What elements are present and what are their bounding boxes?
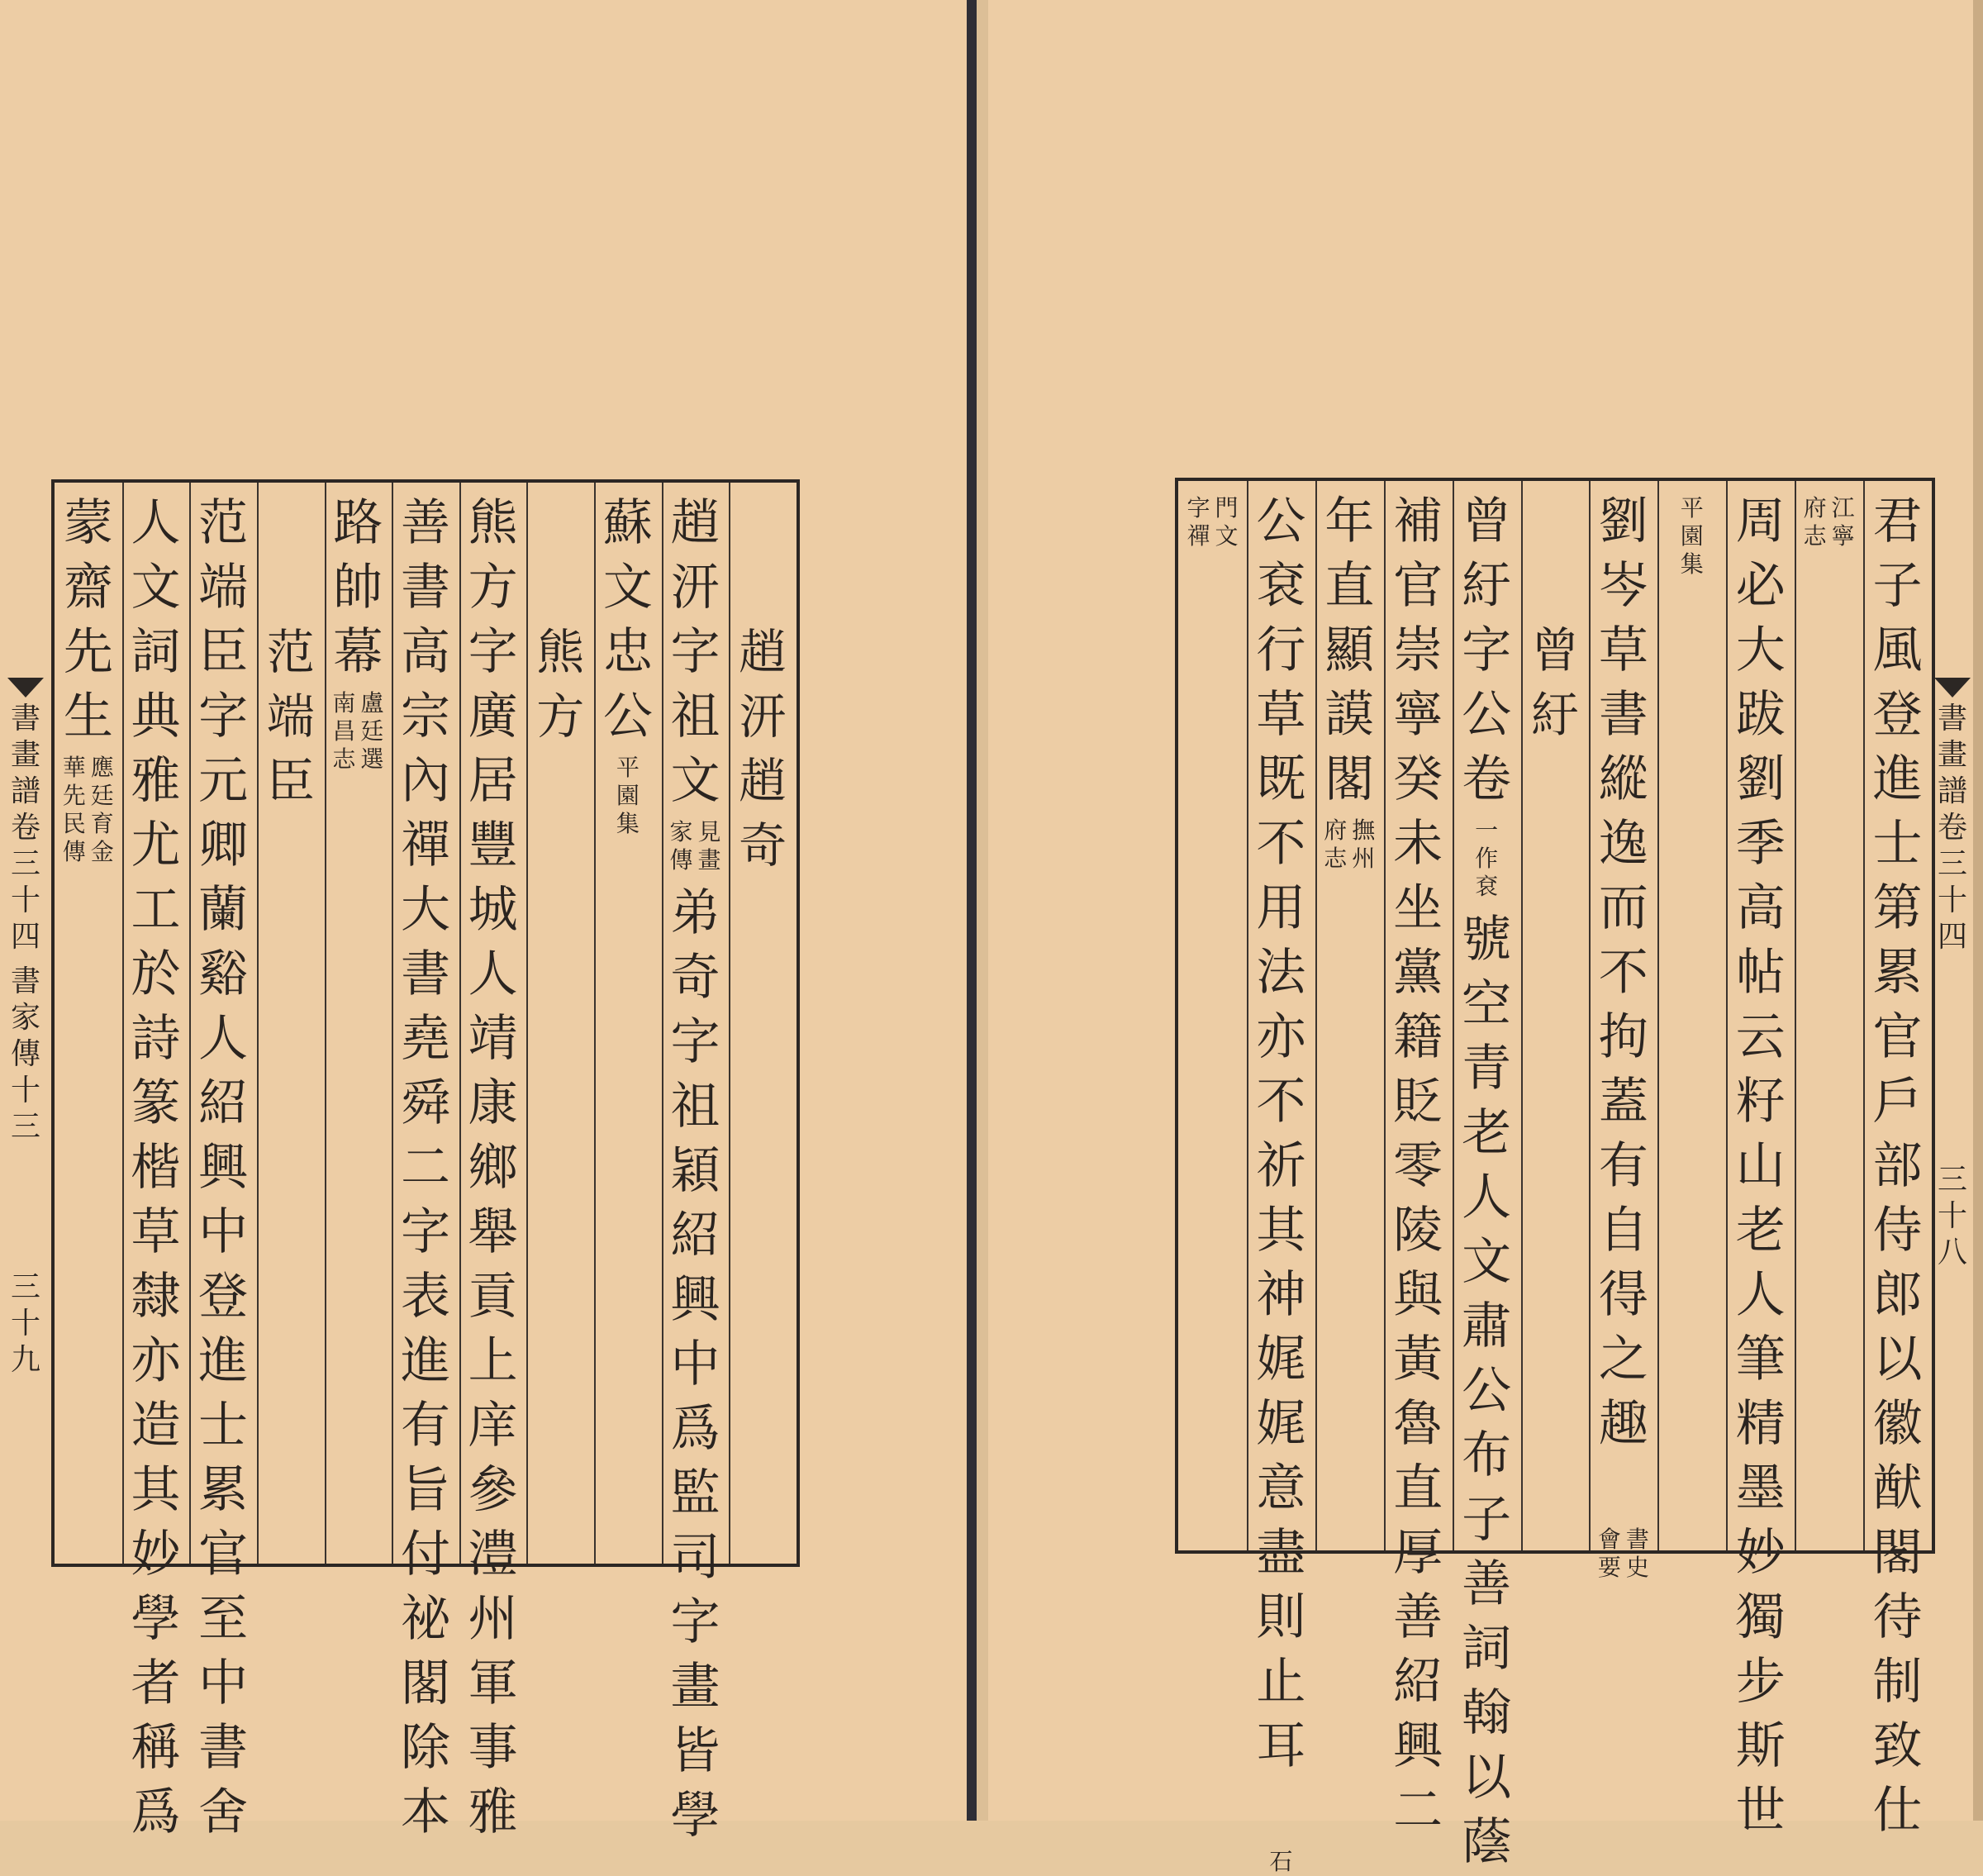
left-fore-edge [5,678,46,1620]
column-text: 路 帥 幕 [333,494,383,681]
column-rule [189,483,191,1564]
annotation-note: 應 廷 育 金 [90,754,114,865]
annotation-note: 平 園 集 [1680,494,1704,578]
fore-edge-fishtail-icon [1934,678,1971,698]
column-rule [1795,481,1796,1550]
annotation-note: 撫 州 [1352,817,1376,872]
book-gutter-shadow [967,0,977,1821]
annotation-note: 盧 廷 選 [360,689,384,773]
annotation-note: 見 畫 [697,818,721,874]
column-text: 曾 紆 [1530,622,1579,743]
column-rule [1589,481,1591,1550]
leaf-number: 三 十 九 [10,1270,40,1377]
fore-edge-title: 書 畫 譜 卷 三 十 四 [1937,702,1967,954]
column-rule [122,483,124,1564]
book-gutter [977,0,988,1821]
annotation-note: 門 文 [1215,494,1239,550]
column-rule [1315,481,1317,1550]
column-text: 熊 方 [536,624,585,745]
column-text: 公 袞 行 草 既 不 用 法 亦 不 祈 其 神 娓 娓 意 盡 則 止 耳 [1256,493,1306,1775]
right-fore-edge [1932,678,1973,1620]
fore-edge-fishtail-icon [7,678,44,698]
column-rule [459,483,461,1564]
column-text: 范 端 臣 [266,624,315,809]
column-rule [325,483,326,1564]
right-text-frame [1175,478,1935,1875]
column-text: 號 空 青 老 人 文 肅 公 布 子 善 詞 翰 以 蔭 [1462,911,1512,1871]
annotation-note: 江 寧 [1831,494,1855,550]
column-text: 弟 奇 字 祖 穎 紹 興 中 爲 監 司 字 畫 皆 學 [670,884,720,1845]
column-rule [1657,481,1659,1550]
column-rule [1384,481,1386,1550]
column-rule [662,483,663,1564]
page-edge [1973,0,1983,1821]
column-rule [257,483,259,1564]
column-rule [392,483,393,1564]
annotation-note: 平 園 集 [616,754,640,837]
column-text: 蒙 齋 先 生 [63,494,113,745]
column-text: 年 直 顯 謨 閣 [1324,493,1375,808]
column-text: 補 官 崇 寧 癸 未 坐 黨 籍 貶 零 陵 與 黃 魯 直 厚 善 紹 興 二 [1393,493,1443,1840]
column-text: 熊 方 字 廣 居 豐 城 人 靖 康 鄉 舉 貢 上 庠 參 澧 州 軍 事 雅 [468,494,518,1841]
column-rule [1863,481,1865,1550]
annotation-note: 家 傳 [669,818,693,874]
annotation-note: 一 作 袞 [1475,817,1499,900]
annotation-note: 字 禪 [1186,494,1210,550]
column-text: 蘇 文 忠 公 [602,494,653,745]
column-rule [1247,481,1248,1550]
column-text: 趙 汧 趙 奇 [739,624,787,874]
annotation-note: 府 志 [1803,494,1827,550]
column-rule [1726,481,1728,1550]
column-rule [594,483,596,1564]
column-text: 趙 汧 字 祖 文 [670,494,720,810]
column-text: 人 文 詞 典 雅 尤 工 於 詩 篆 楷 草 隸 亦 造 其 妙 學 者 稱 爲 [131,494,181,1841]
column-text: 曾 紆 字 公 卷 [1462,493,1512,808]
column-text: 君 子 風 登 進 士 第 累 官 戶 部 侍 郎 以 徽 猷 閣 待 制 致 仕 [1872,493,1923,1840]
column-text: 范 端 臣 字 元 卿 蘭 谿 人 紹 興 中 登 進 士 累 官 至 中 書 舍 [198,494,249,1841]
column-rule [526,483,528,1564]
annotation-note: 華 先 民 傳 [62,754,86,865]
leaf-number: 三 十 八 [1937,1163,1967,1269]
annotation-note: 會 要 [1597,1526,1621,1581]
column-text: 劉 岑 草 書 縱 逸 而 不 拘 蓋 有 自 得 之 趣 [1598,493,1648,1453]
annotation-note: 南 昌 志 [332,689,356,773]
column-rule [729,483,730,1564]
annotation-note: 石 [1269,1848,1293,1875]
column-rule [1521,481,1523,1550]
column-text: 善 書 高 宗 內 禪 大 書 堯 舜 二 字 表 進 有 旨 付 祕 閣 除 本 [401,494,450,1841]
fore-edge-section: 書 家 傳 十 三 [10,964,40,1144]
column-text: 周 必 大 跋 劉 季 高 帖 云 籽 山 老 人 筆 精 墨 妙 獨 步 斯 世 [1735,493,1786,1840]
column-rule [1453,481,1454,1550]
annotation-note: 府 志 [1324,817,1348,872]
left-text-frame [51,479,800,1845]
fore-edge-title: 書 畫 譜 卷 三 十 四 [10,702,40,954]
annotation-note: 書 史 [1625,1526,1649,1581]
